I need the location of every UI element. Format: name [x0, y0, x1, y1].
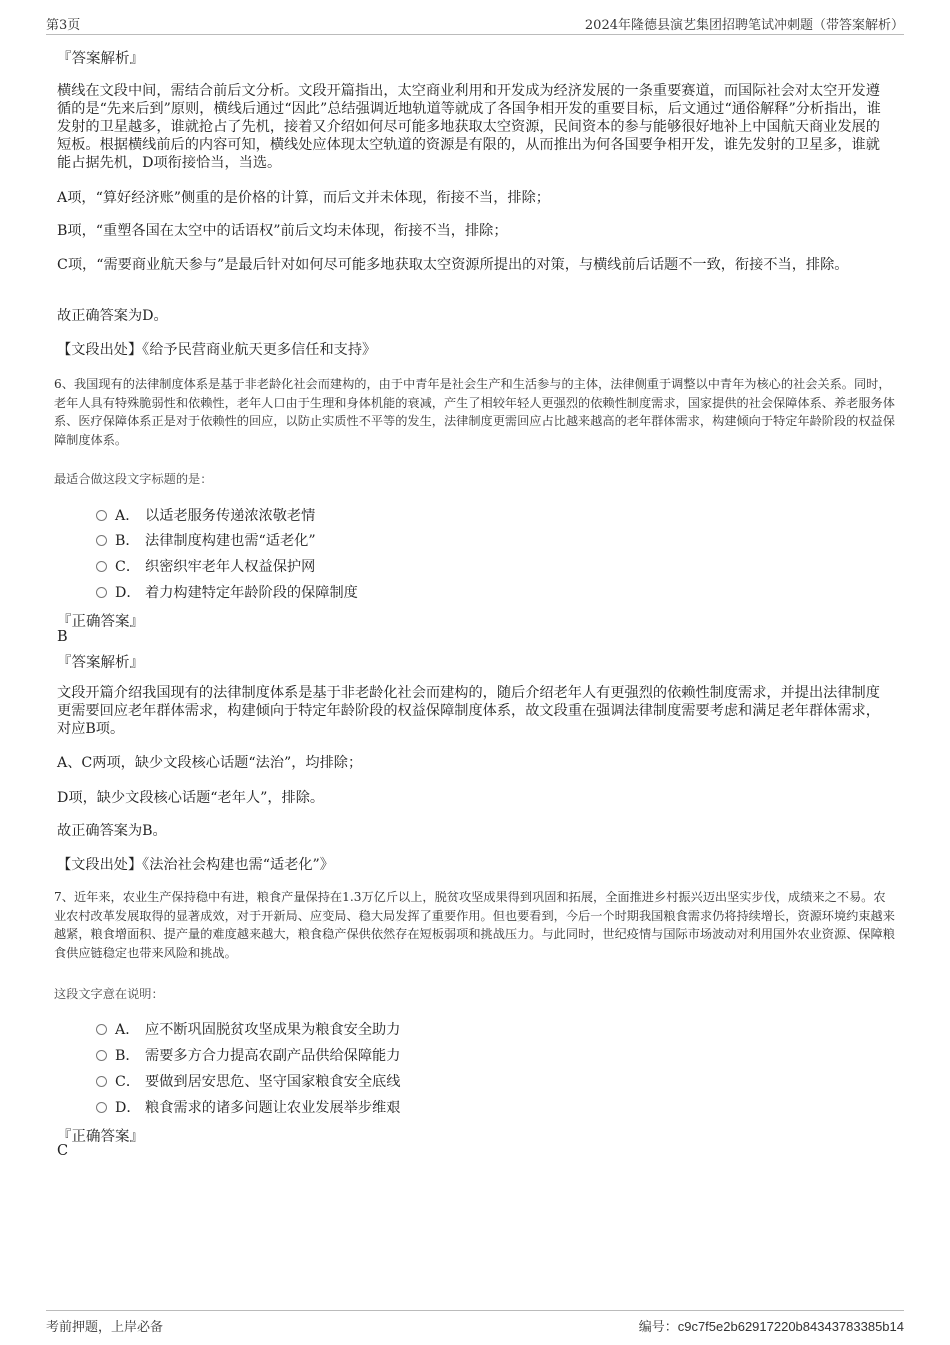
q6-option-d-note: D项，缺少文段核心话题“老年人”，排除。	[57, 790, 325, 806]
q6-answer-title: 『正确答案』	[57, 614, 144, 630]
radio-icon[interactable]	[96, 535, 107, 546]
q7-option-b[interactable]: B． 需要多方合力提高农副产品供给保障能力	[96, 1045, 400, 1065]
q6-source: 【文段出处】《法治社会构建也需“适老化”》	[57, 857, 334, 873]
q5-option-a-note: A项，“算好经济账”侧重的是价格的计算，而后文并未体现，衔接不当，排除；	[57, 190, 550, 206]
radio-icon[interactable]	[96, 1102, 107, 1113]
q5-option-b-note: B项，“重塑各国在太空中的话语权”前后文均未体现，衔接不当，排除；	[57, 223, 508, 239]
radio-icon[interactable]	[96, 1076, 107, 1087]
q5-conclusion: 故正确答案为D。	[57, 308, 168, 324]
q7-option-d[interactable]: D． 粮食需求的诸多问题让农业发展举步维艰	[96, 1097, 400, 1117]
q6-prompt: 最适合做这段文字标题的是：	[54, 472, 213, 486]
q6-option-b[interactable]: B． 法律制度构建也需“适老化”	[96, 530, 316, 550]
radio-icon[interactable]	[96, 561, 107, 572]
q6-option-a[interactable]: A． 以适老服务传递浓浓敬老情	[96, 505, 315, 525]
page-footer	[46, 1310, 904, 1335]
radio-icon[interactable]	[96, 510, 107, 521]
q6-analysis-title: 『答案解析』	[57, 655, 144, 671]
q7-option-c[interactable]: C． 要做到居安思危、坚守国家粮食安全底线	[96, 1071, 400, 1091]
page-number: 第3页	[46, 18, 81, 33]
q7-option-a[interactable]: A． 应不断巩固脱贫攻坚成果为粮食安全助力	[96, 1019, 400, 1039]
radio-icon[interactable]	[96, 587, 107, 598]
q7-answer: C	[57, 1143, 69, 1159]
radio-icon[interactable]	[96, 1024, 107, 1035]
document-code	[639, 1316, 904, 1335]
q5-analysis-title: 『答案解析』	[57, 51, 144, 67]
q6-analysis-paragraph: 文段开篇介绍我国现有的法律制度体系是基于非老龄化社会而建构的，随后介绍老年人有更强烈的依赖性制度需求，并提出法律制度更需要回应老年群体需求，构建倾向于特定年龄阶段的权益保障制度体系，故文段重在强调法律制度需要考虑和满足老年群体需求，对应B项。	[57, 685, 880, 737]
page-header	[46, 12, 904, 35]
q6-option-d[interactable]: D． 着力构建特定年龄阶段的保障制度	[96, 582, 358, 602]
document-title: 2024年隆德县演艺集团招聘笔试冲刺题（带答案解析）	[584, 18, 904, 33]
q6-option-ac-note: A、C两项，缺少文段核心话题“法治”，均排除；	[57, 755, 363, 771]
q7-prompt: 这段文字意在说明：	[54, 987, 164, 1001]
code-value: c9c7f5e2b62917220b84343783385b14	[677, 1319, 904, 1334]
radio-icon[interactable]	[96, 1050, 107, 1061]
footer-slogan: 考前押题，上岸必备	[46, 1320, 164, 1335]
q6-option-c[interactable]: C． 织密织牢老年人权益保护网	[96, 556, 315, 576]
q5-analysis-paragraph: 横线在文段中间，需结合前后文分析。文段开篇指出，太空商业利用和开发成为经济发展的一条重要赛道，而国际社会对太空开发遵循的是“先来后到”原则，横线后通过“因此”总结强调近地轨道等就成了各国争相开发的重要目标，后文通过“通俗解释”分析指出，谁发射的卫星越多，谁就抢占了先机，接着又介绍如何尽可能多地获取太空资源，民间资本的参与能够很好地补上中国航天商业发展的短板。根据横线前后的内容可知，横线处应体现太空轨道的资源是有限的，从而推出为何各国要争相开发，谁先发射的卫星多，谁就能占据先机，D项衔接恰当，当选。	[57, 83, 881, 171]
q6-answer: B	[57, 629, 68, 645]
q6-stem: 6、我国现有的法律制度体系是基于非老龄化社会而建构的，由于中青年是社会生产和生活参与的主体，法律侧重于调整以中青年为核心的社会关系。同时，老年人具有特殊脆弱性和依赖性，老年人口由于生理和身体机能的衰减，产生了相较年轻人更强烈的依赖性制度需求，国家提供的社会保障体系、养老服务体系、医疗保障体系正是对于依赖性的回应，以防止实质性不平等的发生，法律制度更需回应占比越来越高的老年群体需求，构建倾向于特定年龄阶段的权益保障制度体系。	[54, 377, 895, 447]
q6-conclusion: 故正确答案为B。	[57, 823, 167, 839]
q7-answer-title: 『正确答案』	[57, 1129, 144, 1145]
q5-source: 【文段出处】《给予民营商业航天更多信任和支持》	[57, 342, 377, 358]
q7-stem: 7、近年来，农业生产保持稳中有进，粮食产量保持在1.3万亿斤以上，脱贫攻坚成果得到巩固和拓展，全面推进乡村振兴迈出坚实步伐，成绩来之不易。农业农村改革发展取得的显著成效，对于开新局、应变局、稳大局发挥了重要作用。但也要看到，今后一个时期我国粮食需求仍将持续增长，资源环境约束越来越紧，粮食增面积、提产量的难度越来越大，粮食稳产保供依然存在短板弱项和挑战压力。与此同时，世纪疫情与国际市场波动对利用国外农业资源、保障粮食供应链稳定也带来风险和挑战。	[54, 890, 895, 960]
q5-option-c-note: C项，“需要商业航天参与”是最后针对如何尽可能多地获取太空资源所提出的对策，与横线前后话题不一致，衔接不当，排除。	[57, 257, 849, 273]
code-label: 编号：	[638, 1320, 678, 1335]
